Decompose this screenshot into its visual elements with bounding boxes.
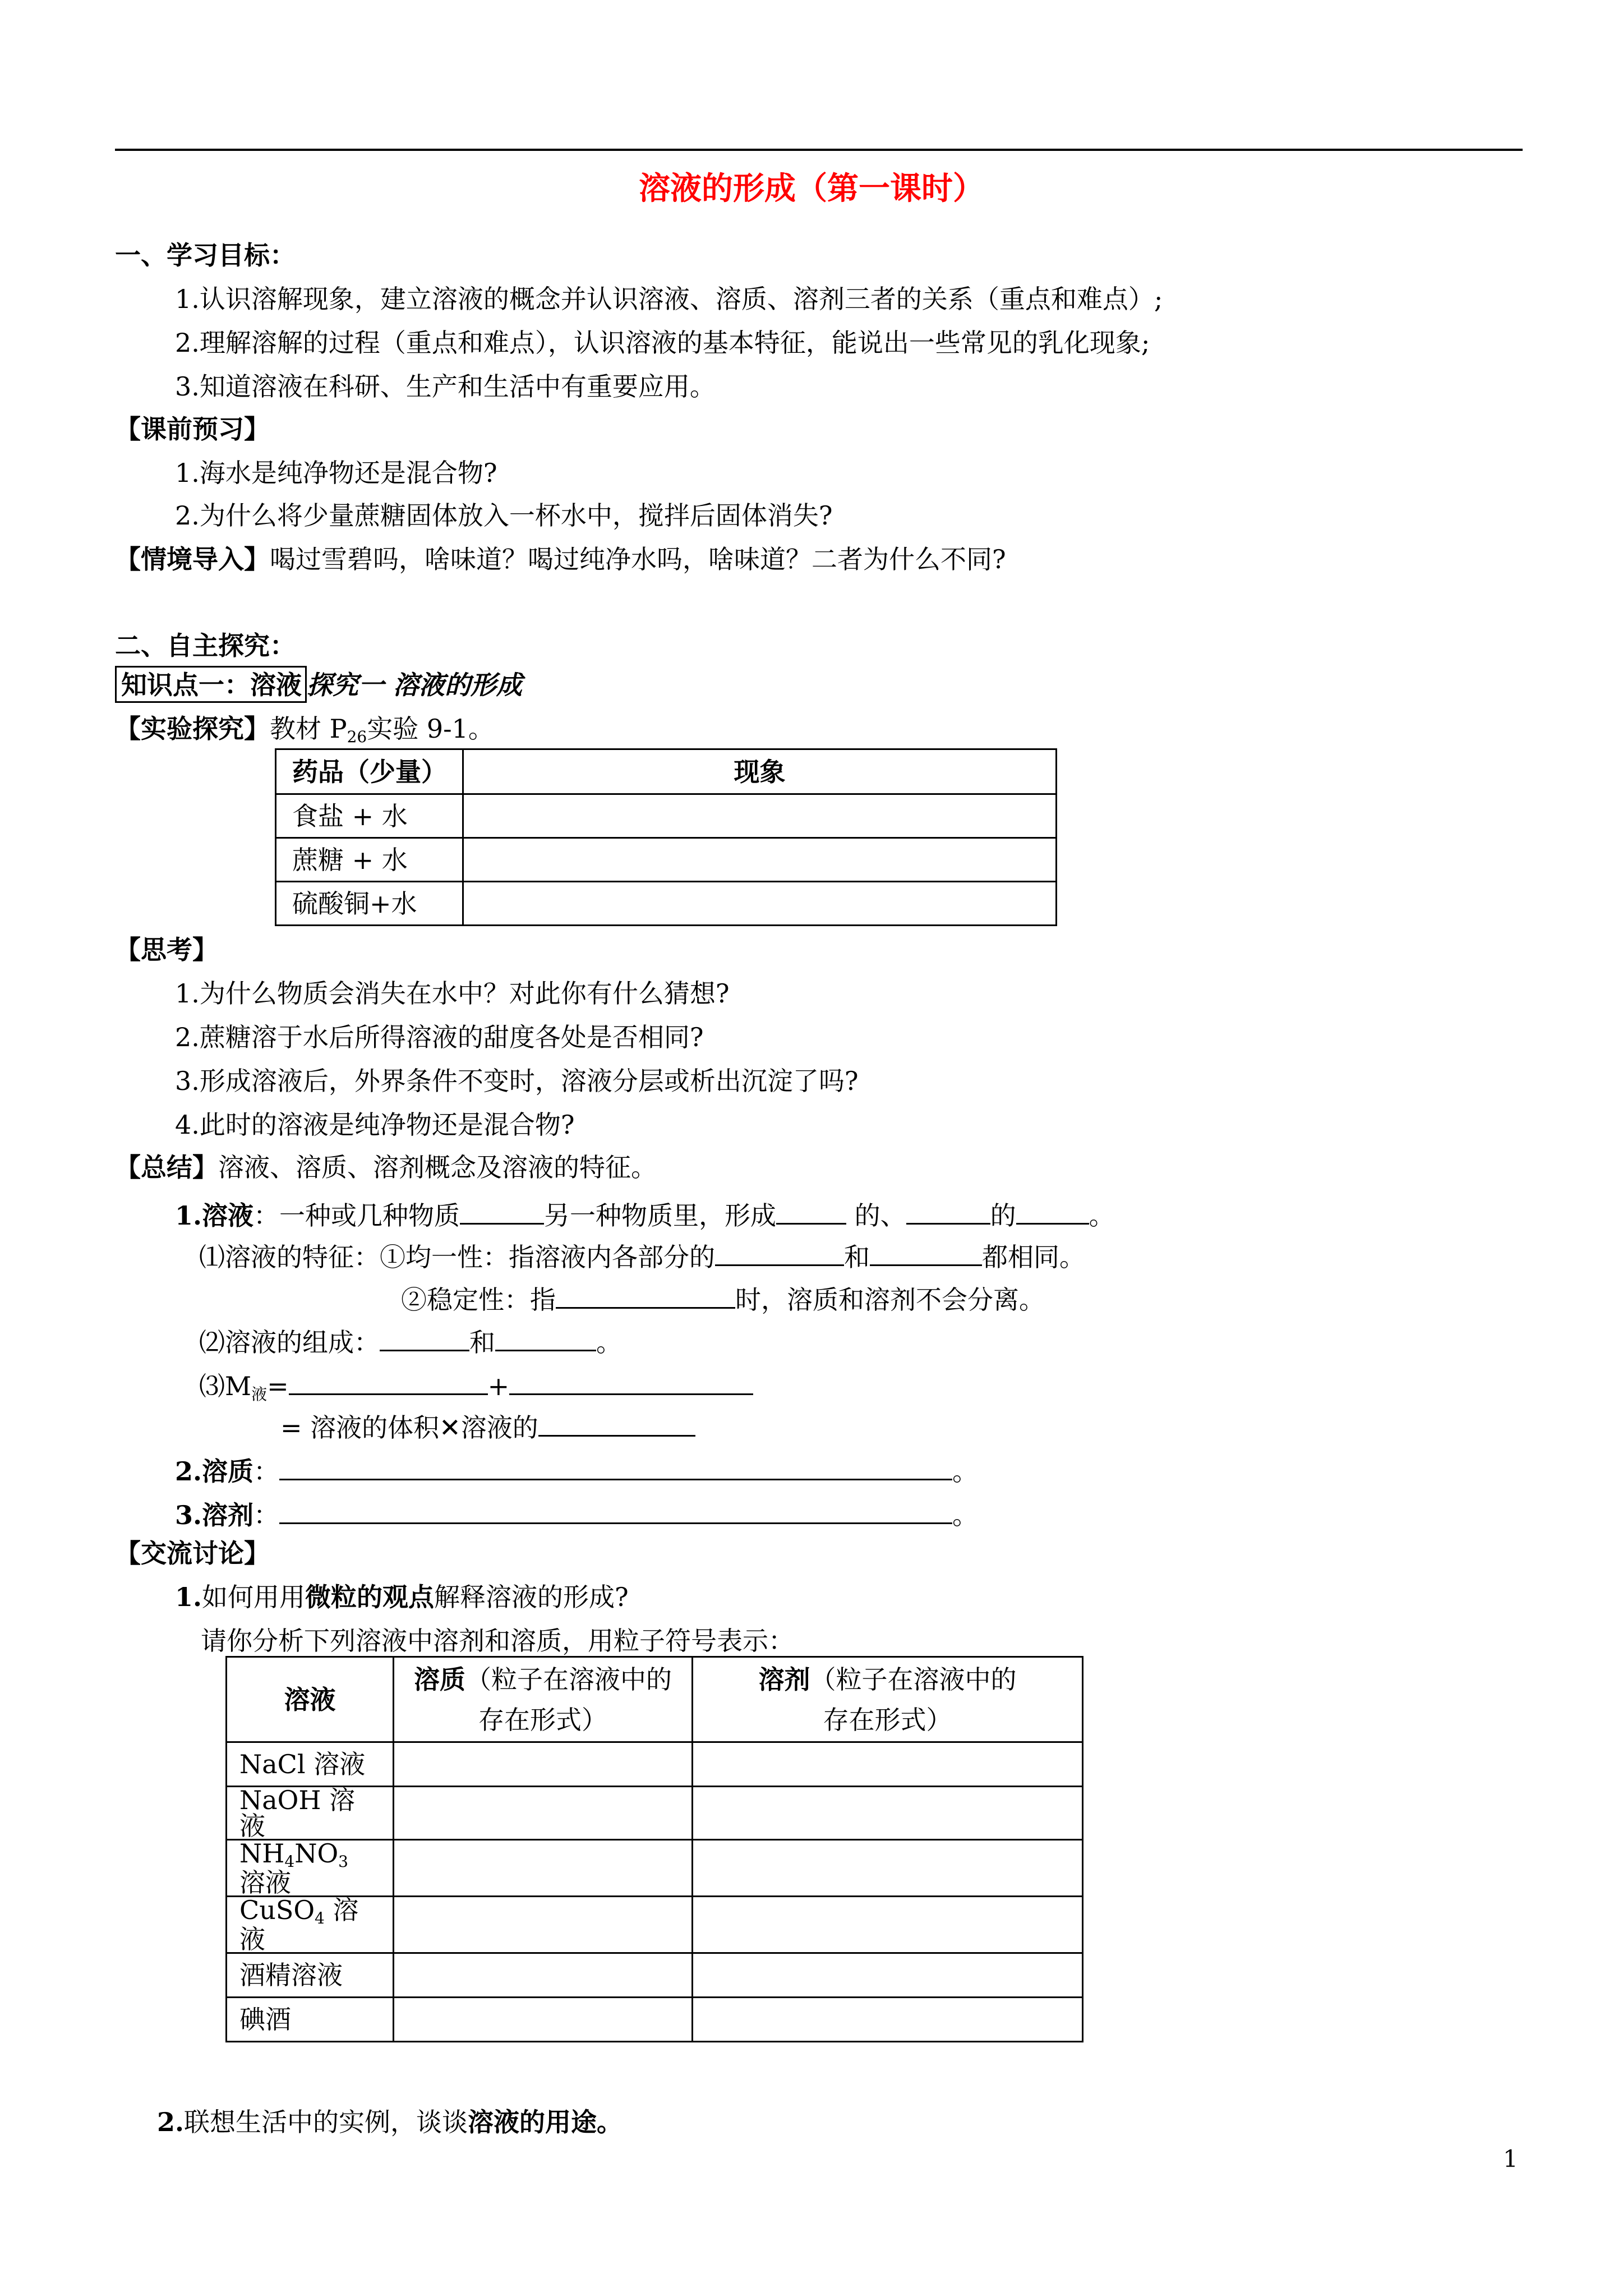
empty-cell[interactable] — [693, 1998, 1083, 2042]
table-cell: $NH_4NO_3$ 溶液 — [227, 1840, 394, 1897]
table-cell: 硫酸铜+水 — [276, 882, 463, 926]
section2-heading: 二、自主探究： — [115, 631, 296, 661]
think-item: 2.蔗糖溶于水后所得溶液的甜度各处是否相同? — [175, 1022, 704, 1052]
table-cell: 食盐 + 水 — [276, 794, 463, 838]
knowledge-rest: 探究一 溶液的形成 — [307, 670, 523, 700]
solvent-definition: 3.溶剂： 。 — [175, 1498, 978, 1528]
table-header: 溶液 — [227, 1657, 394, 1742]
top-rule — [115, 149, 1523, 151]
discuss-heading: 【交流讨论】 — [115, 1538, 270, 1568]
summary-line — [115, 1154, 657, 1180]
section1-heading: 一、学习目标： — [115, 240, 296, 270]
table-row — [227, 1787, 1083, 1840]
empty-cell[interactable] — [394, 1787, 693, 1840]
table-row — [276, 882, 1057, 926]
table-header: 溶剂（粒子在溶液中的 存在形式） — [693, 1657, 1083, 1742]
page-title: 溶液的形成（第一课时） — [639, 170, 984, 207]
empty-cell[interactable] — [394, 1742, 693, 1787]
table-row — [227, 1742, 1083, 1787]
volume-line: = 溶液的体积✕溶液的 — [280, 1410, 695, 1441]
think-heading: 【思考】 — [115, 935, 218, 965]
table-row — [276, 794, 1057, 838]
summary-text: 溶液、溶质、溶剂概念及溶液的特征。 — [218, 1152, 657, 1182]
discuss-question-2: 2.联想生活中的实例，谈谈溶液的用途。 — [157, 2107, 623, 2137]
intro-text: 喝过雪碧吗，啥味道？喝过纯净水吗，啥味道？二者为什么不同? — [270, 544, 1006, 574]
table-header: 药品（少量） — [276, 749, 463, 794]
empty-cell[interactable] — [394, 1840, 693, 1897]
preview-item: 1.海水是纯净物还是混合物? — [175, 458, 497, 488]
empty-cell[interactable] — [693, 1953, 1083, 1998]
table-cell: 酒精溶液 — [227, 1953, 394, 1998]
particle-table — [225, 1656, 1083, 2042]
knowledge-box: 知识点一：溶液 — [115, 666, 307, 703]
knowledge-line — [115, 672, 522, 698]
table-row — [227, 1897, 1083, 1953]
table-header: 现象 — [463, 749, 1057, 794]
fill-blank[interactable] — [1016, 1198, 1089, 1225]
experiment-line: 【实验探究】教材 $P_{26}$实验 9-1。 — [115, 714, 494, 746]
table-cell: CuSO$_4$ 溶液 — [227, 1897, 394, 1953]
fill-blank[interactable] — [509, 1369, 753, 1395]
fill-blank[interactable] — [715, 1240, 844, 1266]
fill-blank[interactable] — [495, 1325, 596, 1351]
goal-item: 1.认识溶解现象，建立溶液的概念并认识溶液、溶质、溶剂三者的关系（重点和难点）; — [175, 284, 1163, 314]
think-item: 1.为什么物质会消失在水中？对此你有什么猜想? — [175, 978, 730, 1009]
experiment-table — [275, 748, 1057, 926]
discuss-instruction: 请你分析下列溶液中溶剂和溶质，用粒子符号表示： — [201, 1626, 794, 1656]
table-row — [227, 1840, 1083, 1897]
discuss-question: 1.如何用用微粒的观点解释溶液的形成? — [175, 1582, 629, 1612]
table-cell: NaOH 溶液 — [227, 1787, 394, 1840]
preview-heading: 【课前预习】 — [115, 414, 270, 444]
experiment-label: 【实验探究】 — [115, 714, 270, 744]
think-item: 4.此时的溶液是纯净物还是混合物? — [175, 1110, 575, 1140]
fill-blank[interactable] — [279, 1498, 952, 1524]
fill-blank[interactable] — [906, 1198, 990, 1225]
empty-cell[interactable] — [463, 794, 1057, 838]
summary-label: 【总结】 — [115, 1152, 218, 1182]
fill-blank[interactable] — [556, 1282, 735, 1309]
empty-cell[interactable] — [463, 838, 1057, 882]
page-number: 1 — [1503, 2145, 1518, 2173]
table-cell: NaCl 溶液 — [227, 1742, 394, 1787]
fill-blank[interactable] — [870, 1240, 982, 1266]
fill-blank[interactable] — [460, 1198, 544, 1225]
composition-line: ⑵溶液的组成： 和 。 — [199, 1325, 622, 1355]
empty-cell[interactable] — [693, 1787, 1083, 1840]
empty-cell[interactable] — [693, 1897, 1083, 1953]
preview-item: 2.为什么将少量蔗糖固体放入一杯水中，搅拌后固体消失? — [175, 500, 833, 531]
fill-blank[interactable] — [289, 1369, 488, 1395]
table-row — [227, 1998, 1083, 2042]
table-row — [227, 1953, 1083, 1998]
fill-blank[interactable] — [279, 1454, 952, 1480]
table-cell: 蔗糖 + 水 — [276, 838, 463, 882]
goal-item: 2.理解溶解的过程（重点和难点），认识溶液的基本特征，能说出一些常见的乳化现象; — [175, 328, 1150, 358]
mass-line: $⑶M_液=$ + — [199, 1369, 753, 1402]
goal-item: 3.知道溶液在科研、生产和生活中有重要应用。 — [175, 371, 716, 402]
empty-cell[interactable] — [693, 1840, 1083, 1897]
intro-label: 【情境导入】 — [115, 544, 270, 574]
empty-cell[interactable] — [693, 1742, 1083, 1787]
stability-line: ②稳定性：指 时，溶质和溶剂不会分离。 — [401, 1282, 1045, 1313]
table-row — [276, 838, 1057, 882]
empty-cell[interactable] — [394, 1897, 693, 1953]
fill-blank[interactable] — [538, 1410, 695, 1437]
empty-cell[interactable] — [394, 1998, 693, 2042]
solution-definition: 1.溶液：一种或几种物质 另一种物质里，形成 的、 的 。 — [175, 1198, 1115, 1228]
empty-cell[interactable] — [463, 882, 1057, 926]
table-header: 溶质（粒子在溶液中的 存在形式） — [394, 1657, 693, 1742]
table-cell: 碘酒 — [227, 1998, 394, 2042]
think-item: 3.形成溶液后，外界条件不变时，溶液分层或析出沉淀了吗? — [175, 1066, 859, 1096]
fill-blank[interactable] — [380, 1325, 469, 1351]
fill-blank[interactable] — [776, 1198, 846, 1225]
intro-line — [115, 546, 1006, 572]
empty-cell[interactable] — [394, 1953, 693, 1998]
solute-definition: 2.溶质： 。 — [175, 1454, 978, 1484]
feature-line: ⑴溶液的特征：①均一性：指溶液内各部分的 和 都相同。 — [199, 1240, 1085, 1270]
